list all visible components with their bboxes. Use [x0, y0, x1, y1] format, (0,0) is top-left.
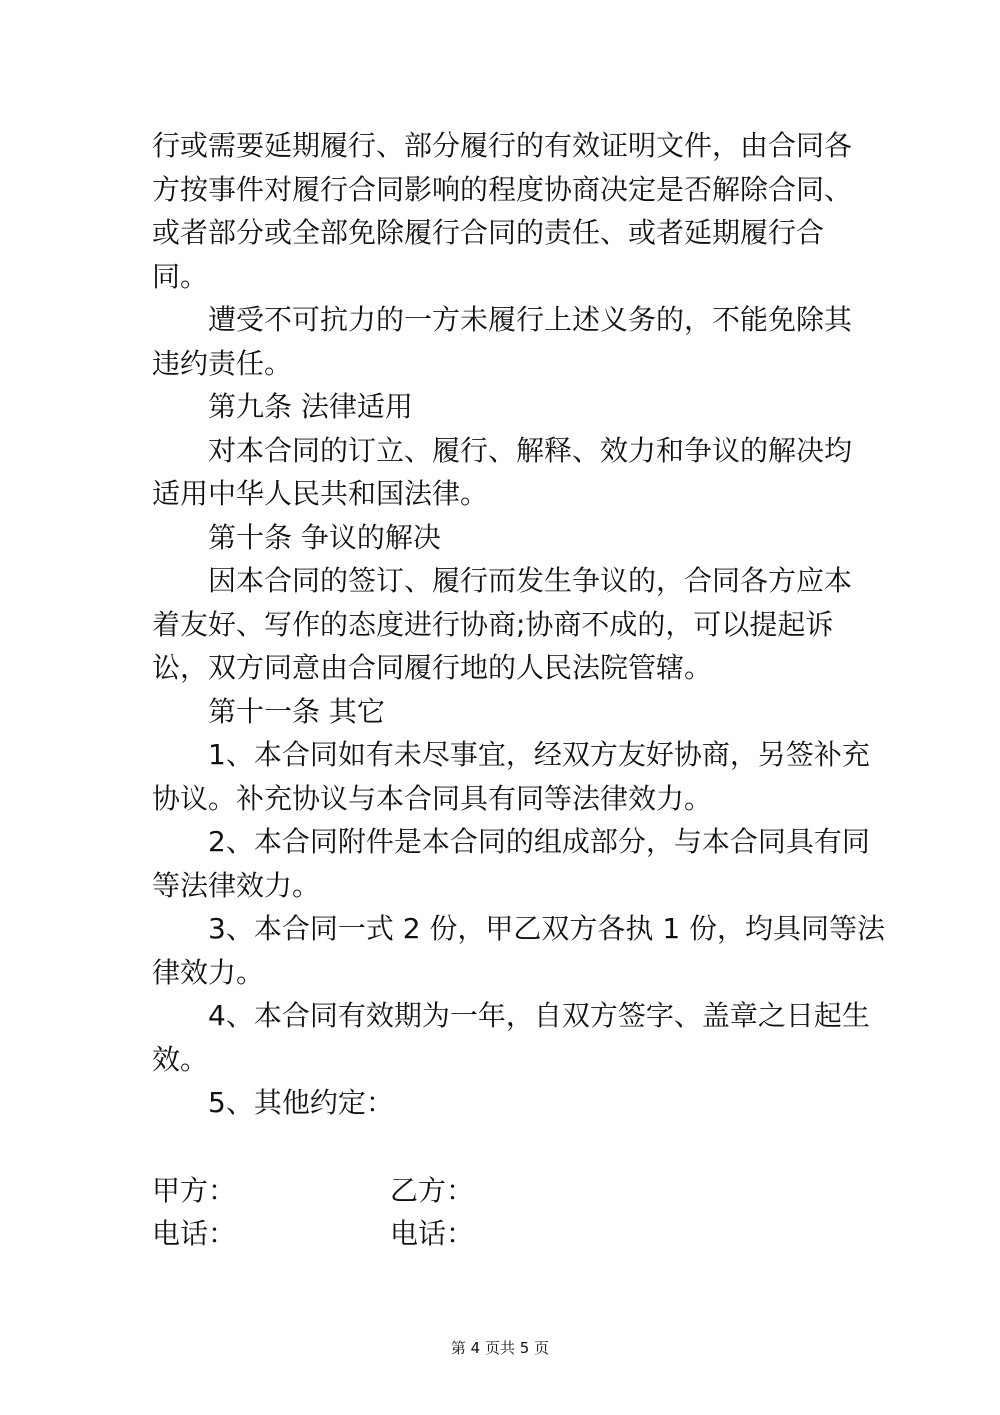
phone-b-label: 电话： [390, 1217, 475, 1250]
text-line: 第十条 争议的解决 [208, 520, 441, 554]
page-footer [0, 1338, 1000, 1358]
text-line: 对本合同的订立、履行、解释、效力和争议的解决均 [208, 433, 853, 467]
text-line: 第九条 法律适用 [208, 390, 413, 423]
text-line: 效。 [152, 1042, 209, 1076]
text-line: 5、其他约定： [208, 1086, 394, 1119]
text-line: 2、本合同附件是本合同的组成部分，与本合同具有同 [208, 825, 870, 858]
text-line: 行或需要延期履行、部分履行的有效证明文件，由合同各 [152, 129, 853, 162]
text-line: 律效力。 [152, 955, 265, 989]
text-line: 同。 [152, 259, 209, 293]
signature-row-phone [152, 1212, 852, 1256]
text-line: 或者部分或全部免除履行合同的责任、或者延期履行合 [152, 216, 825, 249]
party-b-label: 乙方： [390, 1173, 475, 1207]
contract-body [152, 124, 886, 1256]
text-line: 因本合同的签订、履行而发生争议的，合同各方应本 [208, 564, 853, 597]
text-line: 方按事件对履行合同影响的程度协商决定是否解除合同、 [152, 172, 853, 206]
text-line: 协议。补充协议与本合同具有同等法律效力。 [152, 781, 713, 815]
text-line: 讼，双方同意由合同履行地的人民法院管辖。 [152, 651, 713, 684]
spacer [152, 1125, 852, 1169]
text-line: 1、本合同如有未尽事宜，经双方友好协商，另签补充 [208, 738, 870, 771]
contract-lines [152, 124, 886, 1125]
text-line: 3、本合同一式 2 份，甲乙双方各执 1 份，均具同等法 [208, 912, 886, 945]
text-line: 等法律效力。 [152, 868, 321, 902]
signature-row-party [152, 1169, 852, 1213]
phone-a-label: 电话： [152, 1217, 237, 1250]
text-line: 着友好、写作的态度进行协商;协商不成的，可以提起诉 [152, 607, 834, 641]
text-line: 违约责任。 [152, 346, 293, 380]
text-line: 遭受不可抗力的一方未履行上述义务的，不能免除其 [208, 303, 853, 336]
text-line: 4、本合同有效期为一年，自双方签字、盖章之日起生 [208, 999, 870, 1032]
text-line: 第十一条 其它 [208, 694, 385, 728]
page-number: 第 4 页共 5 页 [450, 1339, 550, 1357]
party-a-label: 甲方： [152, 1173, 237, 1207]
text-line: 适用中华人民共和国法律。 [152, 477, 489, 510]
